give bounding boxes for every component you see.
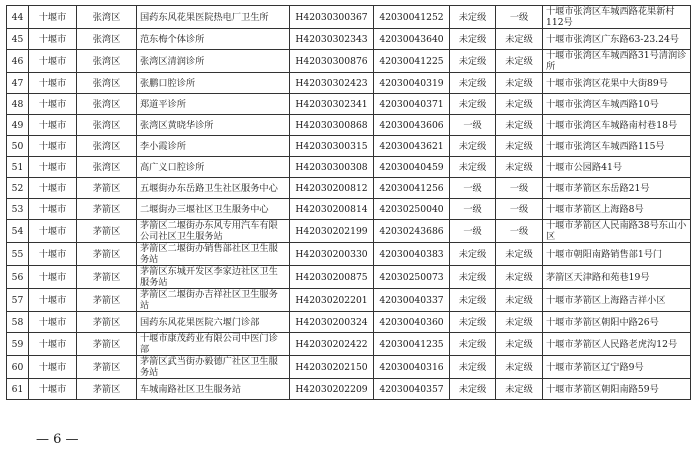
grade-cell: 未定级	[450, 94, 496, 115]
table-row	[7, 312, 691, 333]
level-cell: 一级	[496, 6, 543, 29]
level-cell: 未定级	[496, 29, 543, 50]
org-code-cell: 42030041225	[374, 50, 450, 73]
institution-name-cell: 茅箭区东城开发区李家边社区卫生服务站	[137, 266, 290, 289]
level-cell: 未定级	[496, 136, 543, 157]
institution-name-cell: 茅箭区二堰街办东风专用汽车有限公司社区卫生服务站	[137, 220, 290, 243]
institution-code-cell: H42030202150	[290, 356, 374, 379]
district-cell: 茅箭区	[77, 266, 137, 289]
level-cell: 未定级	[496, 289, 543, 312]
city-cell: 十堰市	[29, 73, 77, 94]
district-cell: 茅箭区	[77, 289, 137, 312]
address-cell: 十堰市张湾区车城西路31号清润诊所	[543, 50, 691, 73]
city-cell: 十堰市	[29, 243, 77, 266]
row-number-cell: 52	[7, 178, 29, 199]
institution-code-cell: H42030200812	[290, 178, 374, 199]
institution-name-cell: 茅箭区二堰街办吉祥社区卫生服务站	[137, 289, 290, 312]
district-cell: 茅箭区	[77, 379, 137, 400]
org-code-cell: 42030040360	[374, 312, 450, 333]
institution-code-cell: H42030300308	[290, 157, 374, 178]
address-cell: 十堰市茅箭区东岳路21号	[543, 178, 691, 199]
org-code-cell: 42030250040	[374, 199, 450, 220]
institution-code-cell: H42030200330	[290, 243, 374, 266]
grade-cell: 未定级	[450, 136, 496, 157]
institution-name-cell: 五堰街办东岳路卫生社区服务中心	[137, 178, 290, 199]
grade-cell: 未定级	[450, 266, 496, 289]
institution-name-cell: 李小霞诊所	[137, 136, 290, 157]
district-cell: 张湾区	[77, 29, 137, 50]
row-number-cell: 48	[7, 94, 29, 115]
city-cell: 十堰市	[29, 157, 77, 178]
row-number-cell: 54	[7, 220, 29, 243]
city-cell: 十堰市	[29, 333, 77, 356]
table-row	[7, 6, 691, 29]
table-row	[7, 379, 691, 400]
address-cell: 十堰市茅箭区辽宁路9号	[543, 356, 691, 379]
city-cell: 十堰市	[29, 220, 77, 243]
grade-cell: 未定级	[450, 50, 496, 73]
institution-code-cell: H42030302341	[290, 94, 374, 115]
row-number-cell: 55	[7, 243, 29, 266]
address-cell: 十堰市公园路41号	[543, 157, 691, 178]
institution-code-cell: H42030200875	[290, 266, 374, 289]
row-number-cell: 50	[7, 136, 29, 157]
row-number-cell: 47	[7, 73, 29, 94]
institution-code-cell: H42030202199	[290, 220, 374, 243]
district-cell: 茅箭区	[77, 199, 137, 220]
table-body	[7, 6, 691, 400]
grade-cell: 未定级	[450, 73, 496, 94]
address-cell: 十堰市茅箭区朝阳中路26号	[543, 312, 691, 333]
org-code-cell: 42030043606	[374, 115, 450, 136]
grade-cell: 一级	[450, 199, 496, 220]
district-cell: 张湾区	[77, 157, 137, 178]
address-cell: 十堰市茅箭区朝阳南路59号	[543, 379, 691, 400]
institution-code-cell: H42030202422	[290, 333, 374, 356]
district-cell: 张湾区	[77, 50, 137, 73]
grade-cell: 未定级	[450, 243, 496, 266]
institution-name-cell: 二堰街办三堰社区卫生服务中心	[137, 199, 290, 220]
city-cell: 十堰市	[29, 136, 77, 157]
table-row	[7, 115, 691, 136]
institution-name-cell: 郑道平诊所	[137, 94, 290, 115]
address-cell: 十堰市张湾区车城西路115号	[543, 136, 691, 157]
level-cell: 未定级	[496, 115, 543, 136]
page-number: — 6 —	[36, 432, 79, 447]
district-cell: 茅箭区	[77, 356, 137, 379]
district-cell: 茅箭区	[77, 243, 137, 266]
table-row	[7, 157, 691, 178]
institution-code-cell: H42030300868	[290, 115, 374, 136]
level-cell: 未定级	[496, 94, 543, 115]
table-row	[7, 50, 691, 73]
org-code-cell: 42030040316	[374, 356, 450, 379]
org-code-cell: 42030043621	[374, 136, 450, 157]
institution-name-cell: 张鹏口腔诊所	[137, 73, 290, 94]
city-cell: 十堰市	[29, 289, 77, 312]
table-row	[7, 199, 691, 220]
institution-table	[6, 5, 691, 400]
institution-name-cell: 国药东风花果医院热电厂卫生所	[137, 6, 290, 29]
row-number-cell: 60	[7, 356, 29, 379]
row-number-cell: 57	[7, 289, 29, 312]
address-cell: 十堰市茅箭区上海路8号	[543, 199, 691, 220]
org-code-cell: 42030041256	[374, 178, 450, 199]
city-cell: 十堰市	[29, 379, 77, 400]
table-row	[7, 94, 691, 115]
row-number-cell: 56	[7, 266, 29, 289]
institution-code-cell: H42030302423	[290, 73, 374, 94]
level-cell: 未定级	[496, 379, 543, 400]
grade-cell: 未定级	[450, 29, 496, 50]
org-code-cell: 42030040357	[374, 379, 450, 400]
org-code-cell: 42030043640	[374, 29, 450, 50]
org-code-cell: 42030250073	[374, 266, 450, 289]
city-cell: 十堰市	[29, 178, 77, 199]
institution-code-cell: H42030300876	[290, 50, 374, 73]
level-cell: 未定级	[496, 356, 543, 379]
district-cell: 张湾区	[77, 136, 137, 157]
level-cell: 一级	[496, 199, 543, 220]
level-cell: 一级	[496, 178, 543, 199]
institution-name-cell: 张湾区清润诊所	[137, 50, 290, 73]
address-cell: 十堰市茅箭区人民南路38号东山小区	[543, 220, 691, 243]
institution-name-cell: 张湾区黄晓华诊所	[137, 115, 290, 136]
institution-name-cell: 国药东风花果医院六堰门诊部	[137, 312, 290, 333]
institution-name-cell: 茅箭区武当街办毅德广社区卫生服务站	[137, 356, 290, 379]
institution-code-cell: H42030202201	[290, 289, 374, 312]
city-cell: 十堰市	[29, 6, 77, 29]
table-row	[7, 73, 691, 94]
row-number-cell: 61	[7, 379, 29, 400]
table-row	[7, 243, 691, 266]
table-row	[7, 29, 691, 50]
row-number-cell: 59	[7, 333, 29, 356]
city-cell: 十堰市	[29, 266, 77, 289]
city-cell: 十堰市	[29, 115, 77, 136]
org-code-cell: 42030041235	[374, 333, 450, 356]
level-cell: 未定级	[496, 333, 543, 356]
address-cell: 茅箭区天津路和苑巷19号	[543, 266, 691, 289]
row-number-cell: 53	[7, 199, 29, 220]
address-cell: 十堰市张湾区广东路63-23.24号	[543, 29, 691, 50]
institution-name-cell: 范东梅个体诊所	[137, 29, 290, 50]
org-code-cell: 42030040371	[374, 94, 450, 115]
city-cell: 十堰市	[29, 50, 77, 73]
district-cell: 茅箭区	[77, 178, 137, 199]
org-code-cell: 42030041252	[374, 6, 450, 29]
org-code-cell: 42030040459	[374, 157, 450, 178]
district-cell: 张湾区	[77, 94, 137, 115]
institution-name-cell: 车城南路社区卫生服务站	[137, 379, 290, 400]
level-cell: 未定级	[496, 243, 543, 266]
table-row	[7, 289, 691, 312]
row-number-cell: 46	[7, 50, 29, 73]
district-cell: 茅箭区	[77, 333, 137, 356]
city-cell: 十堰市	[29, 199, 77, 220]
address-cell: 十堰市张湾区车城西路10号	[543, 94, 691, 115]
grade-cell: 未定级	[450, 312, 496, 333]
grade-cell: 未定级	[450, 157, 496, 178]
institution-code-cell: H42030200324	[290, 312, 374, 333]
district-cell: 张湾区	[77, 115, 137, 136]
address-cell: 十堰市张湾区花果中大街89号	[543, 73, 691, 94]
grade-cell: 一级	[450, 220, 496, 243]
city-cell: 十堰市	[29, 29, 77, 50]
row-number-cell: 45	[7, 29, 29, 50]
table-row	[7, 333, 691, 356]
district-cell: 张湾区	[77, 6, 137, 29]
row-number-cell: 44	[7, 6, 29, 29]
institution-name-cell: 高广义口腔诊所	[137, 157, 290, 178]
level-cell: 未定级	[496, 157, 543, 178]
institution-code-cell: H42030302343	[290, 29, 374, 50]
row-number-cell: 58	[7, 312, 29, 333]
address-cell: 十堰市茅箭区上海路吉祥小区	[543, 289, 691, 312]
address-cell: 十堰市朝阳南路销售部1号门	[543, 243, 691, 266]
grade-cell: 未定级	[450, 333, 496, 356]
institution-code-cell: H42030200814	[290, 199, 374, 220]
table-row	[7, 136, 691, 157]
grade-cell: 一级	[450, 115, 496, 136]
city-cell: 十堰市	[29, 94, 77, 115]
institution-code-cell: H42030300367	[290, 6, 374, 29]
row-number-cell: 51	[7, 157, 29, 178]
table-row	[7, 178, 691, 199]
level-cell: 未定级	[496, 50, 543, 73]
institution-code-cell: H42030300315	[290, 136, 374, 157]
district-cell: 茅箭区	[77, 220, 137, 243]
address-cell: 十堰市茅箭区人民路老虎沟12号	[543, 333, 691, 356]
district-cell: 茅箭区	[77, 312, 137, 333]
org-code-cell: 42030040319	[374, 73, 450, 94]
org-code-cell: 42030243686	[374, 220, 450, 243]
level-cell: 未定级	[496, 266, 543, 289]
institution-name-cell: 茅箭区二堰街办销售部社区卫生服务站	[137, 243, 290, 266]
table-row	[7, 356, 691, 379]
row-number-cell: 49	[7, 115, 29, 136]
table-row	[7, 220, 691, 243]
grade-cell: 未定级	[450, 379, 496, 400]
org-code-cell: 42030040383	[374, 243, 450, 266]
institution-name-cell: 十堰市康茂药业有限公司中医门诊部	[137, 333, 290, 356]
level-cell: 一级	[496, 220, 543, 243]
address-cell: 十堰市张湾区车城西路花果新村112号	[543, 6, 691, 29]
level-cell: 未定级	[496, 73, 543, 94]
grade-cell: 未定级	[450, 289, 496, 312]
city-cell: 十堰市	[29, 356, 77, 379]
table-row	[7, 266, 691, 289]
grade-cell: 一级	[450, 178, 496, 199]
org-code-cell: 42030040337	[374, 289, 450, 312]
district-cell: 张湾区	[77, 73, 137, 94]
level-cell: 未定级	[496, 312, 543, 333]
institution-code-cell: H42030202209	[290, 379, 374, 400]
grade-cell: 未定级	[450, 6, 496, 29]
address-cell: 十堰市张湾区车城路南村巷18号	[543, 115, 691, 136]
city-cell: 十堰市	[29, 312, 77, 333]
grade-cell: 未定级	[450, 356, 496, 379]
